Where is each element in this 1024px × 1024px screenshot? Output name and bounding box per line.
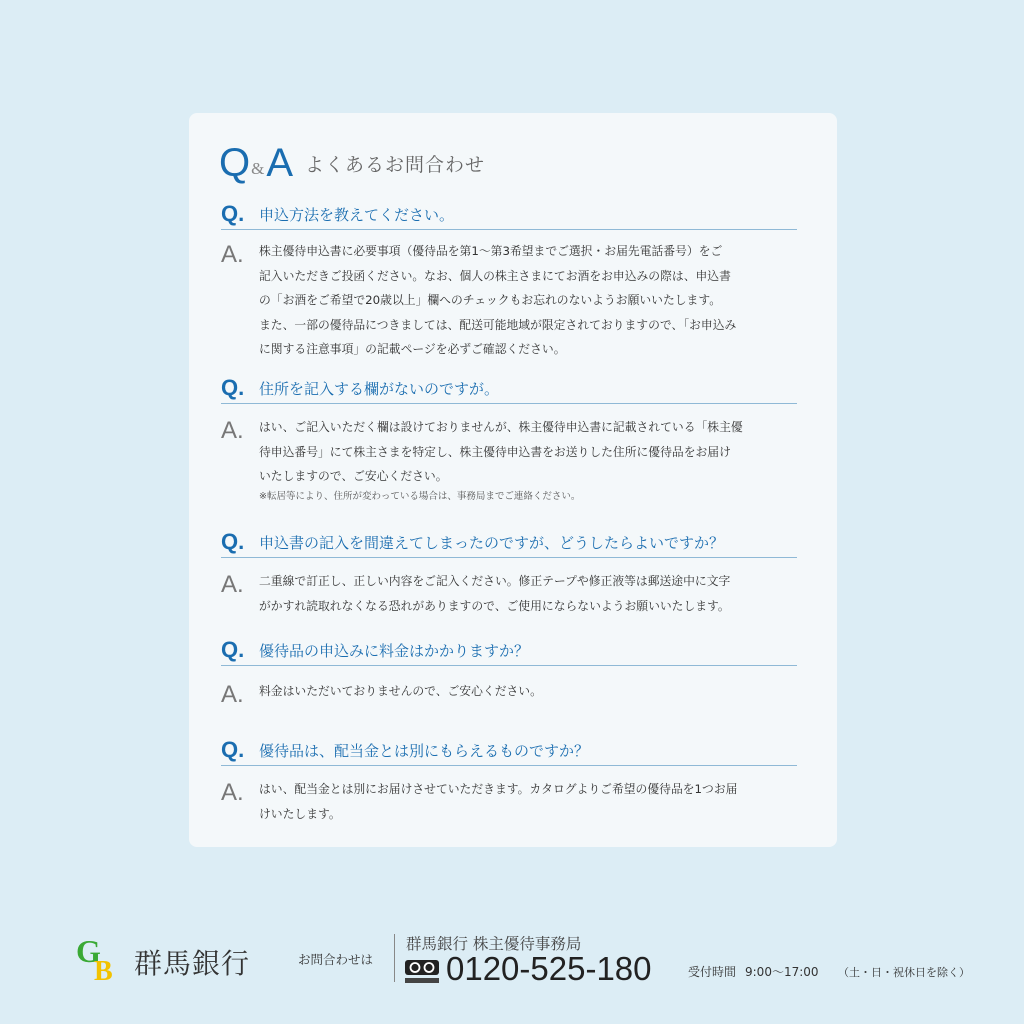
answer-line: に関する注意事項」の記載ページを必ずご確認ください。 [259, 342, 566, 356]
answer-body [259, 239, 799, 362]
qa-subtitle: よくあるお問合わせ [305, 154, 486, 176]
answer-line: はい、ご記入いただく欄は設けておりませんが、株主優待申込書に記載されている「株主優 [259, 420, 743, 434]
answer-line: いたしますので、ご安心ください。 [259, 469, 448, 483]
phone-number[interactable]: 0120-525-180 [446, 950, 652, 987]
answer-body [259, 679, 799, 704]
footer [0, 930, 1024, 990]
answer-body [259, 569, 799, 618]
contact-label: お問合わせは [298, 952, 374, 967]
answer-line: はい、配当金とは別にお届けさせていただきます。カタログよりご希望の優待品を1つお届 [259, 782, 738, 796]
bank-name: 群馬銀行 [134, 947, 251, 980]
answer-line: がかすれ読取れなくなる恐れがありますので、ご使用にならないようお願いいたします。 [259, 598, 730, 613]
question-mark: Q. [221, 637, 245, 662]
question-text: 住所を記入する欄がないのですが。 [259, 380, 500, 398]
qa-heading [219, 139, 485, 183]
freedial-icon [404, 959, 440, 985]
office-name: 群馬銀行 株主優待事務局 [406, 935, 582, 953]
question-1 [221, 201, 797, 230]
answer-mark: A. [221, 241, 244, 268]
answer-line: の「お酒をご希望で20歳以上」欄へのチェックもお忘れのないようお願いいたします。 [259, 293, 721, 307]
question-3 [221, 529, 797, 558]
answer-line: また、一部の優待品につきましては、配送可能地域が限定されておりますので、「お申込み [259, 317, 737, 332]
question-mark: Q. [221, 737, 245, 762]
question-mark: Q. [221, 375, 245, 400]
footer-divider [394, 934, 395, 982]
question-4 [221, 637, 797, 666]
svg-text:G: G [76, 933, 101, 969]
question-2 [221, 375, 797, 404]
question-text: 優待品の申込みに料金はかかりますか？ [259, 642, 530, 660]
svg-text:B: B [94, 956, 113, 982]
question-mark: Q. [221, 201, 245, 226]
answer-line: 料金はいただいておりませんので、ご安心ください。 [259, 684, 542, 698]
bank-logo-icon [76, 932, 118, 982]
question-text: 申込方法を教えてください。 [259, 206, 455, 224]
hours-note: （土・日・祝休日を除く） [838, 966, 970, 979]
answer-body [259, 777, 799, 826]
answer-mark: A. [221, 417, 244, 444]
hours-label: 受付時間 [688, 965, 737, 979]
question-text: 申込書の記入を間違えてしまったのですが、どうしたらよいですか？ [259, 534, 725, 552]
qa-heading-a: A [266, 141, 294, 185]
question-5 [221, 737, 797, 766]
answer-mark: A. [221, 681, 244, 708]
answer-line: 二重線で訂正し、正しい内容をご記入ください。修正テープや修正液等は郵送途中に文字 [259, 574, 731, 588]
question-text: 優待品は、配当金とは別にもらえるものですか？ [259, 742, 590, 760]
question-mark: Q. [221, 529, 245, 554]
answer-note: ※転居等により、住所が変わっている場合は、事務局までご連絡ください。 [259, 490, 581, 502]
answer-mark: A. [221, 779, 244, 806]
qa-heading-amp: & [251, 159, 265, 178]
answer-line: 待申込番号」にて株主さまを特定し、株主優待申込書をお送りした住所に優待品をお届け [259, 444, 731, 459]
qa-heading-q: Q [219, 141, 251, 185]
answer-line: 記入いただきご投函ください。なお、個人の株主さまにてお酒をお申込みの際は、申込書 [259, 268, 731, 283]
answer-body [259, 415, 799, 505]
answer-mark: A. [221, 571, 244, 598]
answer-line: 株主優待申込書に必要事項（優待品を第1～第3希望までご選択・お届先電話番号）をご [259, 244, 723, 258]
qa-card [189, 113, 837, 847]
hours-time: 9:00～17:00 [745, 965, 819, 979]
answer-line: けいたします。 [259, 806, 341, 821]
